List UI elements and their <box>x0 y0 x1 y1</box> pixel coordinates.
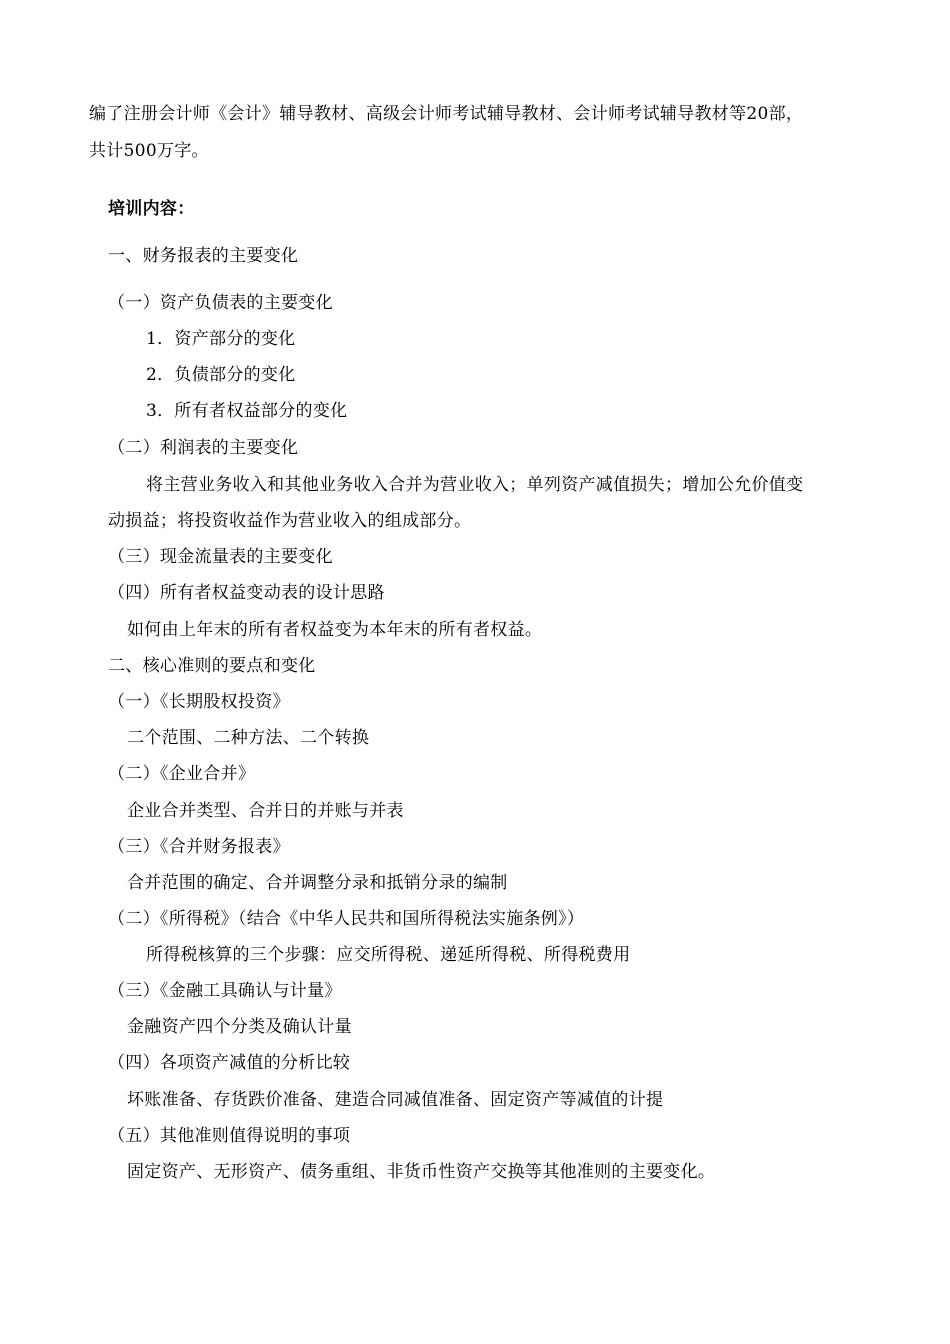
outline-item: 1．资产部分的变化 <box>146 329 296 349</box>
intro-text-line-1: 编了注册会计师《会计》辅导教材、高级会计师考试辅导教材、会计师考试辅导教材等20部， <box>89 104 804 124</box>
paragraph-line: 合并范围的确定、合并调整分录和抵销分录的编制 <box>127 873 508 893</box>
paragraph-line: 二个范围、二种方法、二个转换 <box>127 728 370 748</box>
paragraph-line: 坏账准备、存货跌价准备、建造合同减值准备、固定资产等减值的计提 <box>127 1090 664 1110</box>
outline-heading-level-2: （二）《企业合并》 <box>108 764 256 784</box>
outline-heading-level-2: （四）所有者权益变动表的设计思路 <box>108 583 385 603</box>
outline-heading-level-2: （三）现金流量表的主要变化 <box>108 547 333 567</box>
paragraph-line: 将主营业务收入和其他业务收入合并为营业收入；单列资产减值损失；增加公允价值变 <box>146 475 804 495</box>
paragraph-line: 金融资产四个分类及确认计量 <box>127 1017 352 1037</box>
outline-heading-level-1: 一、财务报表的主要变化 <box>108 246 299 266</box>
outline-heading-level-2: （三）《合并财务报表》 <box>108 837 290 857</box>
paragraph-line: 动损益；将投资收益作为营业收入的组成部分。 <box>108 511 472 531</box>
outline-heading-level-2: （四）各项资产减值的分析比较 <box>108 1053 351 1073</box>
paragraph-line: 如何由上年末的所有者权益变为本年末的所有者权益。 <box>127 620 543 640</box>
outline-heading-level-2: （一）《长期股权投资》 <box>108 692 290 712</box>
outline-heading-level-2: （一）资产负债表的主要变化 <box>108 293 333 313</box>
outline-heading-level-2: （二）《所得税》（结合《中华人民共和国所得税法实施条例》） <box>108 909 585 929</box>
outline-heading-level-2: （三）《金融工具确认与计量》 <box>108 981 342 1001</box>
paragraph-line: 固定资产、无形资产、债务重组、非货币性资产交换等其他准则的主要变化。 <box>127 1162 716 1182</box>
outline-item: 3．所有者权益部分的变化 <box>146 401 348 421</box>
outline-heading-level-2: （五）其他准则值得说明的事项 <box>108 1126 351 1146</box>
intro-text-line-2: 共计500万字。 <box>89 141 209 161</box>
outline-heading-level-1: 二、核心准则的要点和变化 <box>108 656 316 676</box>
paragraph-line: 企业合并类型、合并日的并账与并表 <box>127 801 404 821</box>
outline-item: 2．负债部分的变化 <box>146 365 296 385</box>
section-heading: 培训内容： <box>108 199 195 219</box>
outline-heading-level-2: （二）利润表的主要变化 <box>108 438 299 458</box>
paragraph-line: 所得税核算的三个步骤：应交所得税、递延所得税、所得税费用 <box>146 945 631 965</box>
